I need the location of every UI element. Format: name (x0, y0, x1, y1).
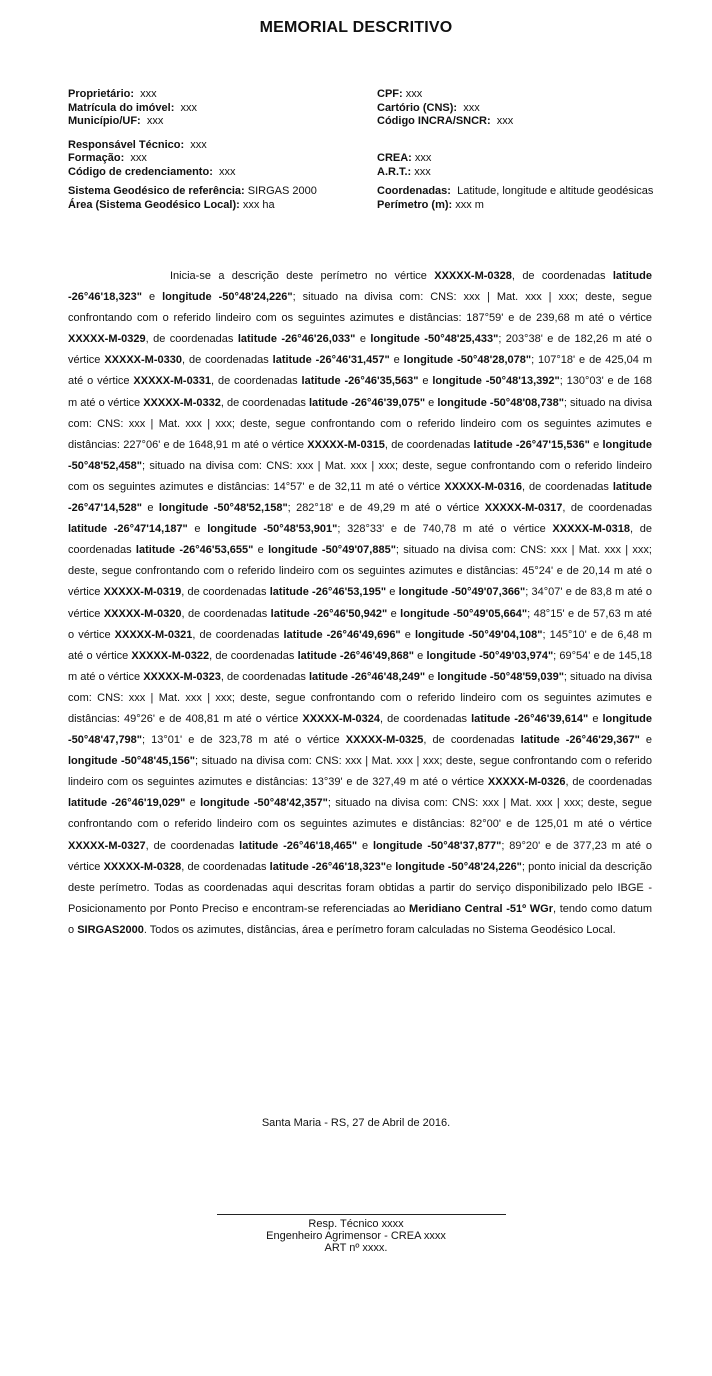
body-text-segment: , de coordenadas (220, 396, 309, 409)
body-text-segment: ; situado na divisa com: CNS: xxx | Mat. xxx | xxx; deste, segue confrontando com o referido lindeiro com os seguintes azimutes e distâncias: 227°06' e de 1648,91 m até o vértice (68, 396, 652, 451)
signature-title: Engenheiro Agrimensor - CREA xxxx (266, 1230, 446, 1242)
body-bold-segment: longitude -50°48'24,226" (162, 291, 293, 304)
field-art: A.R.T.: xxx (377, 165, 431, 178)
body-bold-segment: longitude -50°49'07,366" (398, 586, 526, 599)
field-cartorio: Cartório (CNS): xxx (377, 101, 480, 114)
body-bold-segment: longitude -50°49'07,885" (268, 544, 396, 557)
body-text-segment: Inicia-se a descrição deste perímetro no vértice (170, 270, 435, 282)
body-bold-segment: XXXXX-M-0322 (131, 649, 210, 662)
body-bold-segment: latitude -26°46'53,195" (269, 586, 387, 599)
body-text-segment: , de coordenadas (423, 734, 521, 747)
signature-line (217, 1214, 506, 1215)
body-bold-segment: latitude -26°46'49,696" (283, 628, 401, 641)
body-bold-segment: longitude -50°48'24,226" (395, 860, 522, 873)
body-bold-segment: longitude -50°49'04,108" (414, 628, 543, 641)
body-text-segment: e (425, 396, 438, 409)
body-text-segment: , de coordenadas (565, 776, 652, 789)
body-bold-segment: longitude -50°48'13,392" (432, 375, 560, 388)
body-text-segment: ; 203°38' e de 182,26 m até o vértice (68, 333, 653, 367)
header-right-column (377, 88, 653, 212)
body-bold-segment: XXXXX-M-0326 (487, 776, 566, 789)
body-text-segment: e (253, 544, 269, 557)
signature-block (0, 1218, 712, 1254)
body-bold-segment: SIRGAS2000 (77, 923, 144, 936)
body-text-segment: ; situado na divisa com: CNS: xxx | Mat. xxx | xxx; deste, segue confrontando com o referido lindeiro com os seguintes azimutes e distâncias: 45°24' e de 20,14 m até o vértice (68, 544, 652, 599)
body-bold-segment: latitude -26°47'14,528" (68, 480, 652, 515)
field-codigo-incra: Código INCRA/SNCR: xxx (377, 115, 514, 127)
body-bold-segment: XXXXX-M-0331 (133, 375, 212, 388)
field-matricula: Matrícula do imóvel: xxx (68, 101, 197, 114)
body-bold-segment: longitude -50°48'59,039" (437, 670, 564, 683)
body-text-segment: e (357, 839, 373, 852)
body-text-segment: , de coordenadas (68, 523, 652, 557)
document-title: MEMORIAL DESCRITIVO (259, 19, 453, 36)
body-bold-segment: longitude -50°48'42,357" (200, 797, 328, 810)
field-codigo-credenciamento: Código de credenciamento: xxx (68, 165, 236, 178)
body-text-segment: ; 145°10' e de 6,48 m até o vértice (68, 628, 652, 662)
field-municipio: Município/UF: xxx (68, 115, 164, 127)
body-text-segment: , de coordenadas (181, 354, 273, 367)
body-text-segment: , de coordenadas (384, 438, 474, 451)
body-bold-segment: longitude -50°48'25,433" (370, 333, 499, 346)
body-text-segment: . Todos os azimutes, distâncias, área e perímetro foram calculadas no Sistema Geodésico Local. (143, 923, 616, 936)
body-bold-segment: longitude -50°48'37,877" (372, 839, 502, 852)
body-bold-segment: XXXXX-M-0330 (104, 354, 182, 367)
body-text-segment: ; situado na divisa com: CNS: xxx | Mat. xxx | xxx; deste, segue confrontando com o referido lindeiro com os seguintes azimutes e distâncias: 187°59' e de 239,68 m até o vértice (68, 291, 652, 325)
body-bold-segment: longitude -50°48'08,738" (437, 396, 564, 409)
body-text-segment: e (386, 586, 399, 599)
body-bold-segment: latitude -26°46'49,868" (297, 649, 414, 662)
body-bold-segment: XXXXX-M-0318 (552, 523, 631, 536)
body-bold-segment: latitude -26°46'18,323" (269, 860, 386, 873)
body-text-segment: e (385, 860, 396, 873)
body-text-segment: ; 13°01' e de 323,78 m até o vértice (142, 734, 346, 747)
body-text-segment: , de coordenadas (181, 860, 270, 873)
body-text-segment: ; ponto inicial da descrição deste perímetro. Todas as coordenadas aqui descritas foram obtidas a partir do serviço disponibilizado pelo IBGE - Posicionamento por Ponto Preciso e encontram-se referenciadas ao (68, 860, 652, 915)
body-bold-segment: XXXXX-M-0319 (103, 586, 182, 599)
body-bold-segment: XXXXX-M-0329 (68, 333, 146, 346)
body-text-segment: e (400, 628, 415, 641)
body-text-segment: ; situado na divisa com: CNS: xxx | Mat. xxx | xxx; deste, segue confrontando com o referido lindeiro com os seguintes azimutes e distâncias: 13°39' e de 327,49 m até o vértice (68, 755, 652, 789)
body-text-segment: , de coordenadas (181, 607, 271, 620)
signature-art: ART nº xxxx. (324, 1242, 388, 1254)
body-bold-segment: latitude -26°46'31,457" (272, 354, 390, 367)
body-text-segment: e (588, 712, 603, 725)
body-bold-segment: XXXXX-M-0328 (103, 860, 182, 873)
body-text-segment: ; situado na divisa com: CNS: xxx | Mat. xxx | xxx; deste, segue confrontando com o referido lindeiro com os seguintes azimutes e distâncias: 82°00' e de 125,01 m até o vértice (68, 797, 653, 831)
body-text-segment: ; 107°18' e de 425,04 m até o vértice (68, 354, 652, 388)
body-bold-segment: latitude -26°46'48,249" (308, 670, 426, 683)
body-bold-segment: latitude -26°46'39,614" (471, 712, 589, 725)
perimeter-description (68, 266, 652, 941)
field-area: Área (Sistema Geodésico Local): xxx ha (68, 198, 275, 211)
body-bold-segment: latitude -26°46'29,367" (520, 734, 640, 747)
body-text-segment: , de coordenadas (511, 270, 613, 282)
body-bold-segment: XXXXX-M-0315 (307, 438, 385, 451)
body-bold-segment: longitude -50°49'05,664" (400, 607, 528, 620)
body-bold-segment: longitude -50°49'03,974" (426, 649, 554, 662)
body-text-segment: e (142, 502, 159, 515)
body-text-segment: ; 130°03' e de 168 m até o vértice (68, 375, 652, 409)
body-text-segment: e (418, 375, 433, 388)
body-bold-segment: latitude -26°47'15,536" (473, 438, 590, 451)
body-text-segment: ; situado na divisa com: CNS: xxx | Mat. xxx | xxx; deste, segue confrontando com o referido lindeiro com os seguintes azimutes e distâncias: 14°57' e de 32,11 m até o vértice (68, 459, 652, 493)
body-bold-segment: XXXXX-M-0323 (143, 670, 221, 683)
body-text-segment: , de coordenadas (562, 502, 653, 515)
body-text-segment: e (355, 333, 371, 346)
field-formacao: Formação: xxx (68, 152, 147, 164)
body-text-segment: ; 69°54' e de 145,18 m até o vértice (68, 649, 652, 683)
body-text-segment: ; 282°18' e de 49,29 m até o vértice (287, 502, 485, 515)
field-responsavel-tecnico: Responsável Técnico: xxx (68, 138, 207, 151)
body-text-segment: e (589, 438, 603, 451)
body-bold-segment: longitude -50°48'52,458" (68, 438, 652, 472)
place-date: Santa Maria - RS, 27 de Abril de 2016. (261, 1117, 451, 1129)
body-bold-segment: Meridiano Central -51º WGr (409, 902, 553, 915)
body-bold-segment: longitude -50°48'45,156" (68, 755, 196, 768)
body-text-segment: ; situado na divisa com: CNS: xxx | Mat. xxx | xxx; deste, segue confrontando com o referido lindeiro com os seguintes azimutes e distâncias: 49°26' e de 408,81 m até o vértice (68, 670, 652, 725)
field-sistema-geodesico: Sistema Geodésico de referência: SIRGAS 2000 (68, 185, 317, 197)
body-bold-segment: XXXXX-M-0332 (143, 396, 221, 409)
body-bold-segment: XXXXX-M-0327 (68, 839, 146, 852)
body-bold-segment: latitude -26°46'35,563" (301, 375, 419, 388)
signature-name: Resp. Técnico xxxx (308, 1218, 404, 1230)
body-text-segment: , de coordenadas (211, 375, 302, 388)
body-text-segment: e (413, 649, 427, 662)
body-text-segment: e (389, 354, 404, 367)
body-text-segment: , de coordenadas (145, 839, 240, 852)
body-text-segment: e (387, 607, 401, 620)
body-bold-segment: latitude -26°46'26,033" (237, 333, 356, 346)
body-bold-segment: latitude -26°46'18,323" (68, 270, 652, 304)
body-bold-segment: XXXXX-M-0325 (345, 734, 424, 747)
body-bold-segment: XXXXX-M-0324 (302, 712, 381, 725)
body-bold-segment: XXXXX-M-0320 (103, 607, 182, 620)
body-bold-segment: XXXXX-M-0328 (434, 270, 512, 282)
body-bold-segment: XXXXX-M-0316 (444, 480, 523, 493)
body-bold-segment: longitude -50°48'47,798" (68, 712, 652, 747)
body-bold-segment: longitude -50°48'52,158" (158, 502, 288, 515)
body-text-segment: , de coordenadas (192, 628, 284, 641)
body-text-segment: e (639, 734, 652, 747)
body-text-segment: , de coordenadas (220, 670, 309, 683)
body-text-segment: , de coordenadas (380, 712, 472, 725)
body-text-segment: ; 34°07' e de 83,8 m até o vértice (68, 586, 652, 620)
field-perimetro: Perímetro (m): xxx m (377, 198, 484, 211)
header-left-column (68, 88, 317, 212)
body-text-segment: ; 48°15' e de 57,63 m até o vértice (68, 607, 652, 641)
body-text-segment: , de coordenadas (522, 480, 613, 493)
body-bold-segment: latitude -26°46'53,655" (135, 544, 254, 557)
body-bold-segment: XXXXX-M-0321 (114, 628, 193, 641)
body-bold-segment: latitude -26°46'50,942" (270, 607, 388, 620)
field-proprietario: Proprietário: xxx (68, 88, 157, 100)
body-text-segment: , de coordenadas (209, 649, 298, 662)
body-bold-segment: latitude -26°47'14,187" (68, 523, 188, 536)
body-text-segment: e (142, 291, 163, 304)
body-bold-segment: longitude -50°48'53,901" (207, 523, 338, 536)
body-text-segment: e (425, 670, 438, 683)
body-text-segment: e (185, 797, 201, 810)
body-text-segment: e (187, 523, 208, 536)
body-bold-segment: XXXXX-M-0317 (484, 502, 563, 515)
body-text-segment: ; 89°20' e de 377,23 m até o vértice (68, 839, 652, 873)
body-text-segment: ; 328°33' e de 740,78 m até o vértice (337, 523, 553, 536)
body-bold-segment: latitude -26°46'18,465" (239, 839, 358, 852)
body-bold-segment: longitude -50°48'28,078" (403, 354, 532, 367)
body-bold-segment: latitude -26°46'39,075" (308, 396, 426, 409)
field-cpf: CPF: xxx (377, 88, 423, 100)
body-bold-segment: latitude -26°46'19,029" (68, 797, 186, 810)
body-text-segment: , de coordenadas (181, 586, 270, 599)
field-crea: CREA: xxx (377, 152, 432, 164)
field-coordenadas: Coordenadas: Latitude, longitude e altitude geodésicas (377, 185, 654, 197)
body-text-segment: , tendo como datum o (68, 902, 652, 936)
body-text-segment: , de coordenadas (145, 333, 238, 346)
